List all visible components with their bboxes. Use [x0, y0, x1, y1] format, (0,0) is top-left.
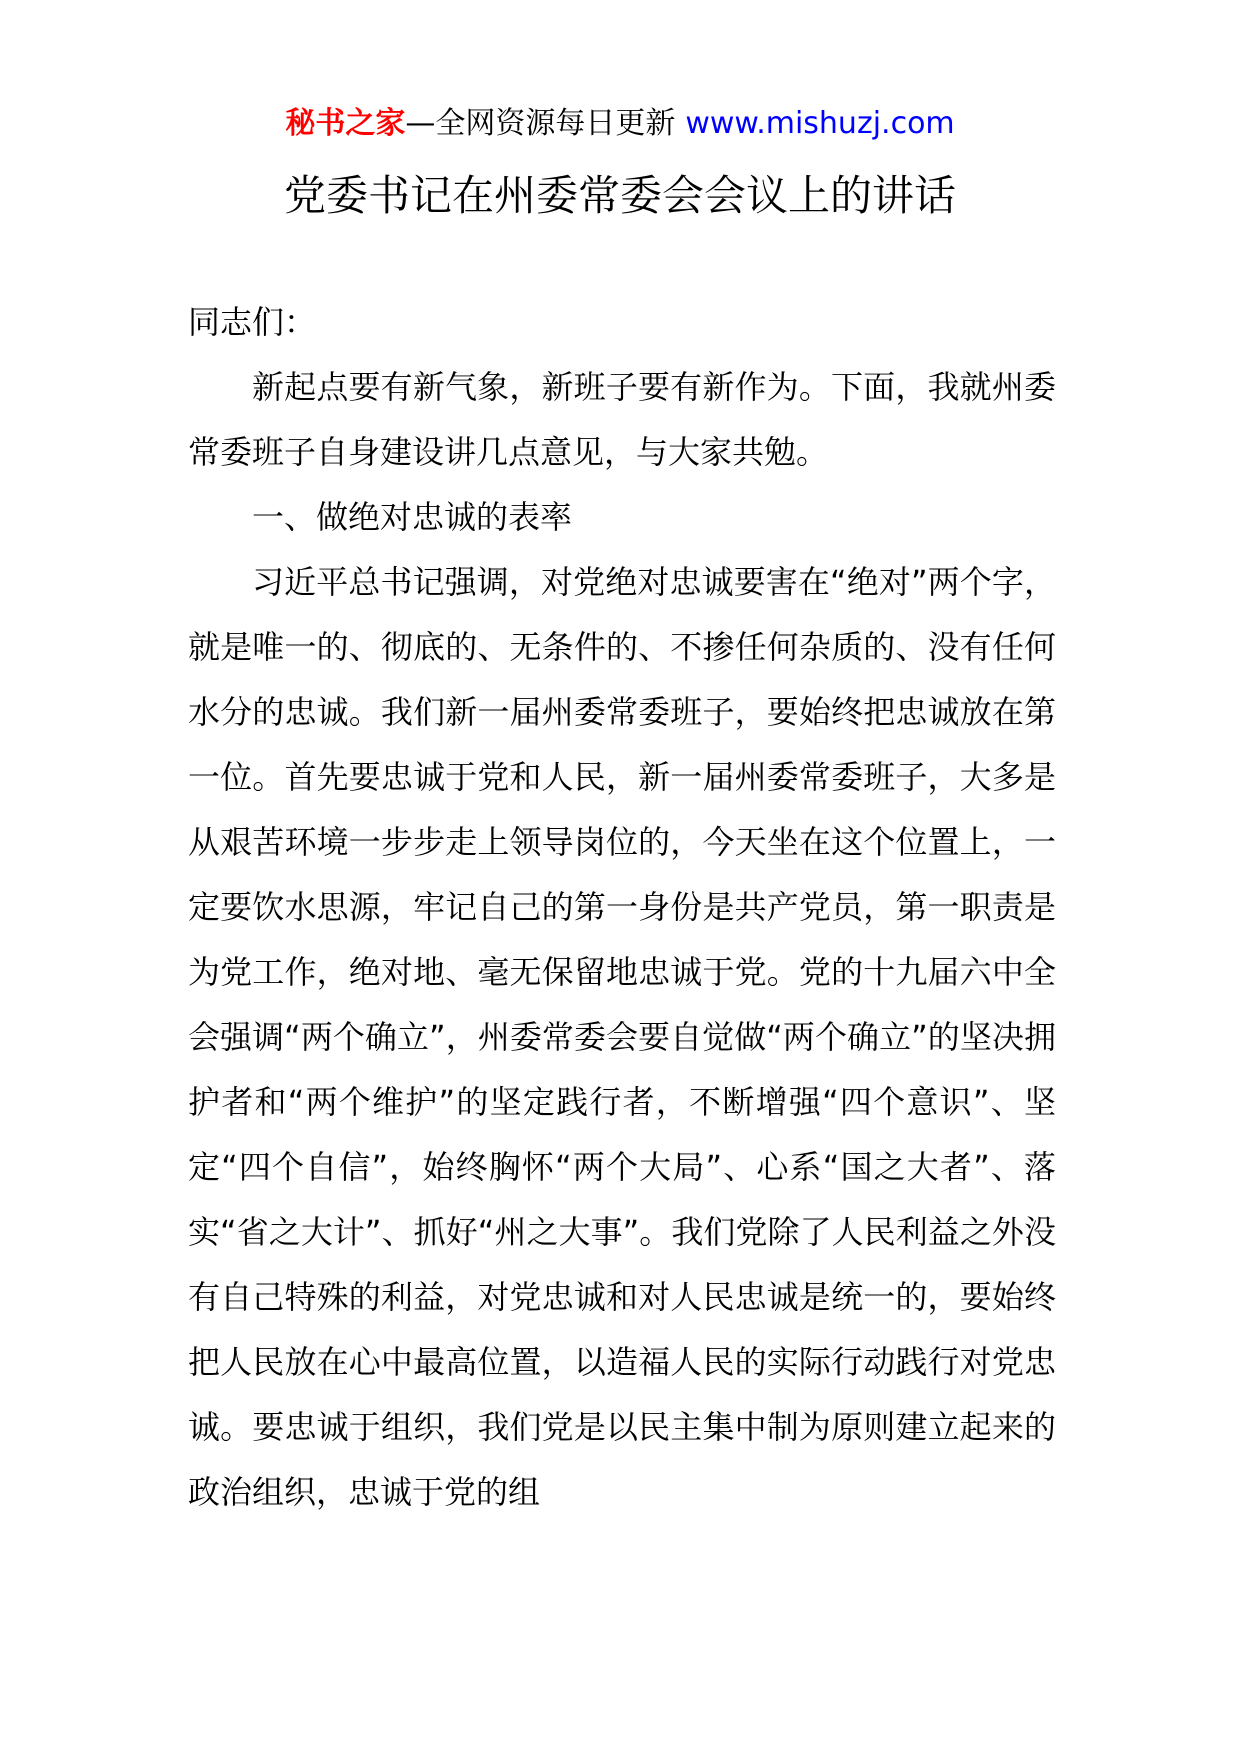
site-header	[0, 100, 1240, 148]
document-title: 党委书记在州委常委会会议上的讲话	[283, 171, 956, 220]
document-body	[188, 290, 1056, 1525]
paragraph-body: 习近平总书记强调，对党绝对忠诚要害在“绝对”两个字，就是唯一的、彻底的、无条件的、不掺任何杂质的、没有任何水分的忠诚。我们新一届州委常委班子，要始终把忠诚放在第一位。首先要忠诚于党和人民，新一届州委常委班子，大多是从艰苦环境一步步走上领导岗位的，今天坐在这个位置上，一定要饮水思源，牢记自己的第一身份是共产党员，第一职责是为党工作，绝对地、毫无保留地忠诚于党。党的十九届六中全会强调“两个确立”，州委常委会要自觉做“两个确立”的坚决拥护者和“两个维护”的坚定践行者，不断增强“四个意识”、坚定“四个自信”，始终胸怀“两个大局”、心系“国之大者”、落实“省之大计”、抓好“州之大事”。我们党除了人民利益之外没有自己特殊的利益，对党忠诚和对人民忠诚是统一的，要始终把人民放在心中最高位置，以造福人民的实际行动践行对党忠诚。要忠诚于组织，我们党是以民主集中制为原则建立起来的政治组织，忠诚于党的组	[188, 563, 1056, 1511]
paragraph-intro: 新起点要有新气象，新班子要有新作为。下面，我就州委常委班子自身建设讲几点意见，与大家共勉。	[188, 368, 1056, 471]
brand-name: 秘书之家	[285, 106, 406, 141]
site-url-link[interactable]: www.mishuzj.com	[685, 106, 955, 141]
section-heading: 一、做绝对忠诚的表率	[252, 498, 573, 536]
site-tagline: —全网资源每日更新	[405, 106, 676, 141]
greeting: 同志们：	[188, 303, 317, 341]
